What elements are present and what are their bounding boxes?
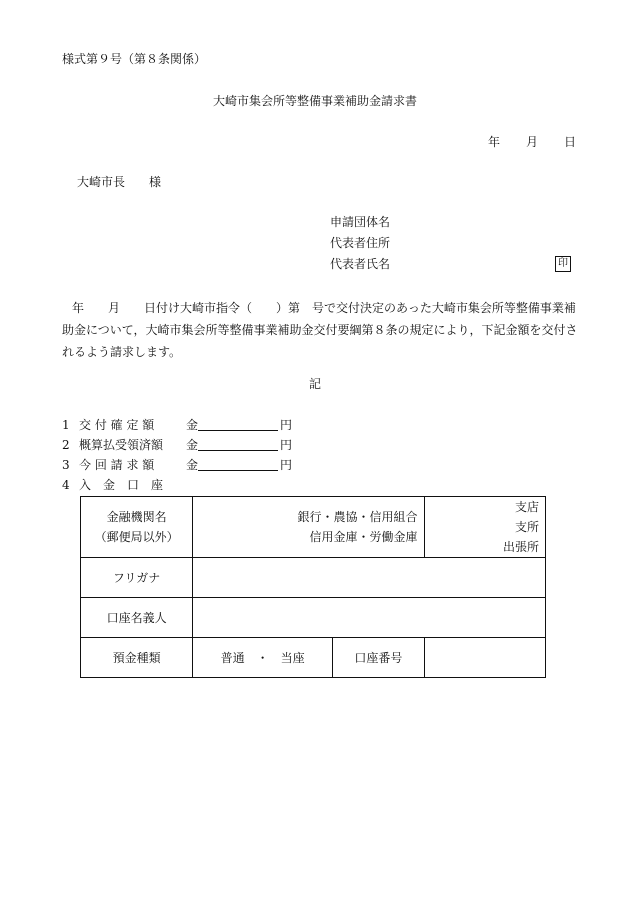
holder-row (81, 598, 546, 638)
account-number-label: 口座番号 (333, 638, 424, 678)
item-request-amount (62, 459, 362, 479)
ki-heading: 記 (308, 377, 321, 391)
body-text: 年 月 日付け大崎市指令（ ）第 号で交付決定のあった大崎市集会所等整備事業補助金について，大崎市集会所等整備事業補助金交付要綱第８条の規定により，下記金額を交付されるよう請求します。 (62, 301, 578, 359)
item-label: 入 金 口 座 (79, 478, 164, 492)
date-line (488, 136, 576, 148)
item-number: 3 (62, 458, 70, 472)
body-paragraph (62, 297, 582, 363)
institution-row (81, 497, 546, 558)
applicant-block (330, 216, 390, 279)
date-day-label: 日 (564, 135, 577, 149)
rep-name-label: 代表者氏名 (330, 257, 391, 271)
amount-blank-line[interactable] (198, 419, 278, 431)
bank-account-table (80, 496, 546, 678)
item-number: 1 (62, 418, 70, 432)
holder-label: 口座名義人 (81, 598, 193, 638)
item-kin: 金 (186, 458, 199, 472)
branch-type-shiten: 支店 (514, 500, 539, 514)
deposit-row (81, 638, 546, 678)
item-label: 交 付 確 定 額 (79, 418, 155, 432)
form-number: 様式第９号（第８条関係） (62, 52, 207, 66)
branch-type-shisho: 支所 (514, 520, 539, 534)
item-yen: 円 (280, 438, 293, 452)
institution-types-cell[interactable] (193, 497, 424, 558)
date-month-label: 月 (526, 135, 539, 149)
institution-label: 金融機関名 (106, 510, 167, 524)
group-name-label: 申請団体名 (330, 215, 391, 229)
item-kin: 金 (186, 438, 199, 452)
furigana-field[interactable] (193, 558, 546, 598)
item-label: 今 回 請 求 額 (79, 458, 155, 472)
item-confirmed-amount (62, 419, 362, 439)
item-number: 4 (62, 478, 70, 492)
amount-blank-line[interactable] (198, 439, 278, 451)
item-label: 概算払受領済額 (79, 438, 164, 452)
item-number: 2 (62, 438, 70, 452)
furigana-row (81, 558, 546, 598)
branch-types-cell[interactable] (424, 497, 545, 558)
addressee: 大崎市長 様 (77, 175, 162, 189)
item-yen: 円 (280, 418, 293, 432)
deposit-type-label: 預金種類 (81, 638, 193, 678)
document-title: 大崎市集会所等整備事業補助金請求書 (212, 94, 417, 108)
amount-items (62, 419, 362, 499)
deposit-options[interactable]: 普通 ・ 当座 (193, 638, 333, 678)
institution-label-note: （郵便局以外） (94, 530, 179, 544)
institution-types-2: 信用金庫・労働金庫 (309, 530, 418, 544)
branch-type-shutchojo: 出張所 (502, 540, 539, 554)
seal-mark: 印 (555, 256, 571, 272)
item-yen: 円 (280, 458, 293, 472)
amount-blank-line[interactable] (198, 459, 278, 471)
institution-label-cell (81, 497, 193, 558)
institution-types-1: 銀行・農協・信用組合 (297, 510, 418, 524)
furigana-label: フリガナ (81, 558, 193, 598)
item-kin: 金 (186, 418, 199, 432)
date-year-label: 年 (488, 135, 501, 149)
item-received-amount (62, 439, 362, 459)
holder-field[interactable] (193, 598, 546, 638)
account-number-field[interactable] (424, 638, 545, 678)
rep-address-label: 代表者住所 (330, 236, 391, 250)
